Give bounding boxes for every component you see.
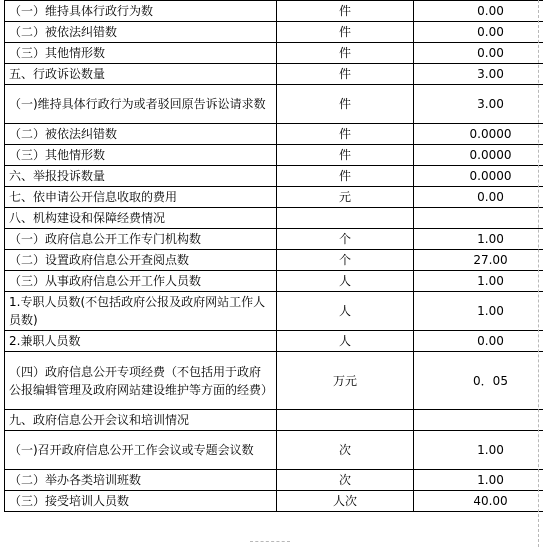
value-cell: 0.00: [414, 331, 543, 352]
item-cell: （一）政府信息公开工作专门机构数: [5, 229, 277, 250]
item-cell: （三）其他情形数: [5, 43, 277, 64]
page-edge-guide: [250, 541, 290, 547]
section-heading: 九、政府信息公开会议和培训情况: [5, 410, 277, 431]
unit-cell: 次: [277, 431, 414, 470]
table-row: [5, 410, 543, 431]
item-cell: （二）被依法纠错数: [5, 22, 277, 43]
table-row: [5, 43, 543, 64]
item-cell: （三）其他情形数: [5, 145, 277, 166]
table-row: [5, 1, 543, 22]
item-cell: 六、举报投诉数量: [5, 166, 277, 187]
unit-cell: 件: [277, 43, 414, 64]
unit-cell: 人: [277, 292, 414, 331]
item-cell: （一）维持具体行政行为数: [5, 1, 277, 22]
value-cell: 1.00: [414, 431, 543, 470]
section-heading: 八、机构建设和保障经费情况: [5, 208, 277, 229]
table-row: [5, 124, 543, 145]
unit-cell: 件: [277, 85, 414, 124]
item-cell: （三）接受培训人员数: [5, 491, 277, 512]
statistics-table: [4, 0, 543, 512]
value-cell: 3.00: [414, 85, 543, 124]
value-cell: 0.00: [414, 1, 543, 22]
unit-cell: 人: [277, 331, 414, 352]
value-cell: 1.00: [414, 229, 543, 250]
table-row: [5, 250, 543, 271]
table-row: [5, 208, 543, 229]
table-row: [5, 64, 543, 85]
value-cell: 0.0000: [414, 124, 543, 145]
unit-cell: 件: [277, 64, 414, 85]
unit-cell: 元: [277, 187, 414, 208]
value-cell: 0.0000: [414, 166, 543, 187]
unit-cell: 个: [277, 250, 414, 271]
table-row: [5, 331, 543, 352]
table-row: [5, 470, 543, 491]
unit-cell: [277, 410, 414, 431]
value-cell: 0.00: [414, 43, 543, 64]
unit-cell: 件: [277, 124, 414, 145]
table-row: [5, 431, 543, 470]
unit-cell: 万元: [277, 352, 414, 410]
table-row: [5, 187, 543, 208]
item-cell: （一)维持具体行政行为或者驳回原告诉讼请求数: [5, 85, 277, 124]
unit-cell: 件: [277, 1, 414, 22]
table-row: [5, 271, 543, 292]
table-row: [5, 491, 543, 512]
unit-cell: 个: [277, 229, 414, 250]
table-row: [5, 352, 543, 410]
value-cell: 1.00: [414, 292, 543, 331]
table-row: [5, 22, 543, 43]
unit-cell: 人: [277, 271, 414, 292]
value-cell: 40.00: [414, 491, 543, 512]
value-cell: 0.00: [414, 187, 543, 208]
table-row: [5, 292, 543, 331]
item-cell: 2.兼职人员数: [5, 331, 277, 352]
unit-cell: 件: [277, 166, 414, 187]
value-cell: 0.0000: [414, 145, 543, 166]
item-cell: 1.专职人员数(不包括政府公报及政府网站工作人员数): [5, 292, 277, 331]
item-cell: 七、依申请公开信息收取的费用: [5, 187, 277, 208]
value-cell: 1.00: [414, 271, 543, 292]
unit-cell: 人次: [277, 491, 414, 512]
table-row: [5, 85, 543, 124]
unit-cell: [277, 208, 414, 229]
item-cell: 五、行政诉讼数量: [5, 64, 277, 85]
value-cell: [414, 410, 543, 431]
table-row: [5, 145, 543, 166]
value-cell: [414, 208, 543, 229]
value-cell: 3.00: [414, 64, 543, 85]
unit-cell: 件: [277, 145, 414, 166]
unit-cell: 件: [277, 22, 414, 43]
item-cell: （二）被依法纠错数: [5, 124, 277, 145]
item-cell: （三）从事政府信息公开工作人员数: [5, 271, 277, 292]
table-row: [5, 166, 543, 187]
item-cell: （四）政府信息公开专项经费（不包括用于政府公报编辑管理及政府网站建设维护等方面的经费）: [5, 352, 277, 410]
table-row: [5, 229, 543, 250]
item-cell: （一)召开政府信息公开工作会议或专题会议数: [5, 431, 277, 470]
page-edge-guide: [538, 0, 543, 547]
item-cell: （二）设置政府信息公开查阅点数: [5, 250, 277, 271]
item-cell: （二）举办各类培训班数: [5, 470, 277, 491]
unit-cell: 次: [277, 470, 414, 491]
value-cell: 0．05: [414, 352, 543, 410]
value-cell: 1.00: [414, 470, 543, 491]
value-cell: 0.00: [414, 22, 543, 43]
value-cell: 27.00: [414, 250, 543, 271]
